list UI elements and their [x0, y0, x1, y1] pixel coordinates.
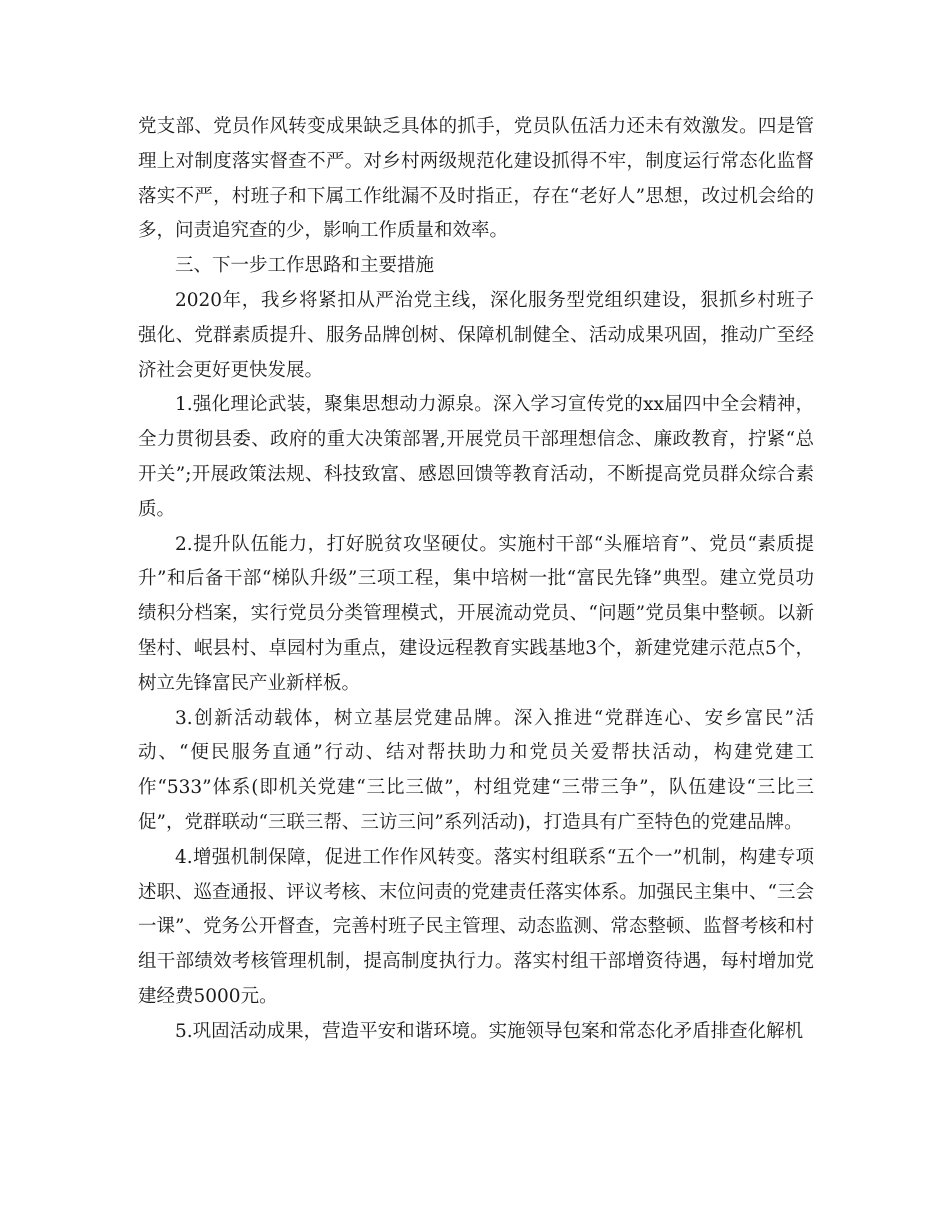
- document-body: [138, 110, 814, 1050]
- section-heading: 三、下一步工作思路和主要措施: [175, 255, 435, 277]
- paragraph-intro: 2020年，我乡将紧扣从严治党主线，深化服务型党组织建设，狠抓乡村班子强化、党群素质提升、服务品牌创树、保障机制健全、活动成果巩固，推动广至经济社会更好更快发展。: [138, 289, 814, 381]
- paragraph-measure-1: 1.强化理论武装，聚集思想动力源泉。深入学习宣传党的xx届四中全会精神，全力贯彻县委、政府的重大决策部署,开展党员干部理想信念、廉政教育，拧紧“总开关”;开展政策法规、科技致富、感恩回馈等教育活动，不断提高党员群众综合素质。: [138, 394, 814, 520]
- paragraph-continuation: 党支部、党员作风转变成果缺乏具体的抓手，党员队伍活力还未有效激发。四是管理上对制度落实督查不严。对乡村两级规范化建设抓得不牢，制度运行常态化监督落实不严，村班子和下属工作纰漏不及时指正，存在“老好人”思想，改过机会给的多，问责追究查的少，影响工作质量和效率。: [138, 116, 814, 242]
- paragraph-measure-2: 2.提升队伍能力，打好脱贫攻坚硬仗。实施村干部“头雁培育”、党员“素质提升”和后备干部“梯队升级”三项工程，集中培树一批“富民先锋”典型。建立党员功绩积分档案，实行党员分类管理模式，开展流动党员、“问题”党员集中整顿。以新堡村、岷县村、卓园村为重点，建设远程教育实践基地3个，新建党建示范点5个，树立先锋富民产业新样板。: [138, 533, 814, 694]
- paragraph-measure-5: 5.巩固活动成果，营造平安和谐环境。实施领导包案和常态化矛盾排查化解机: [175, 1020, 804, 1042]
- paragraph-measure-4: 4.增强机制保障，促进工作作风转变。落实村组联系“五个一”机制，构建专项述职、巡查通报、评议考核、末位问责的党建责任落实体系。加强民主集中、“三会一课”、党务公开督查，完善村班子民主管理、动态监测、常态整顿、监督考核和村组干部绩效考核管理机制，提高制度执行力。落实村组干部增资待遇，每村增加党建经费5000元。: [138, 846, 814, 1007]
- paragraph-measure-3: 3.创新活动载体，树立基层党建品牌。深入推进“党群连心、安乡富民”活动、“便民服务直通”行动、结对帮扶助力和党员关爱帮扶活动，构建党建工作“533”体系(即机关党建“三比三做”，村组党建“三带三争”，队伍建设“三比三促”，党群联动“三联三帮、三访三问”系列活动)，打造具有广至特色的党建品牌。: [138, 707, 814, 833]
